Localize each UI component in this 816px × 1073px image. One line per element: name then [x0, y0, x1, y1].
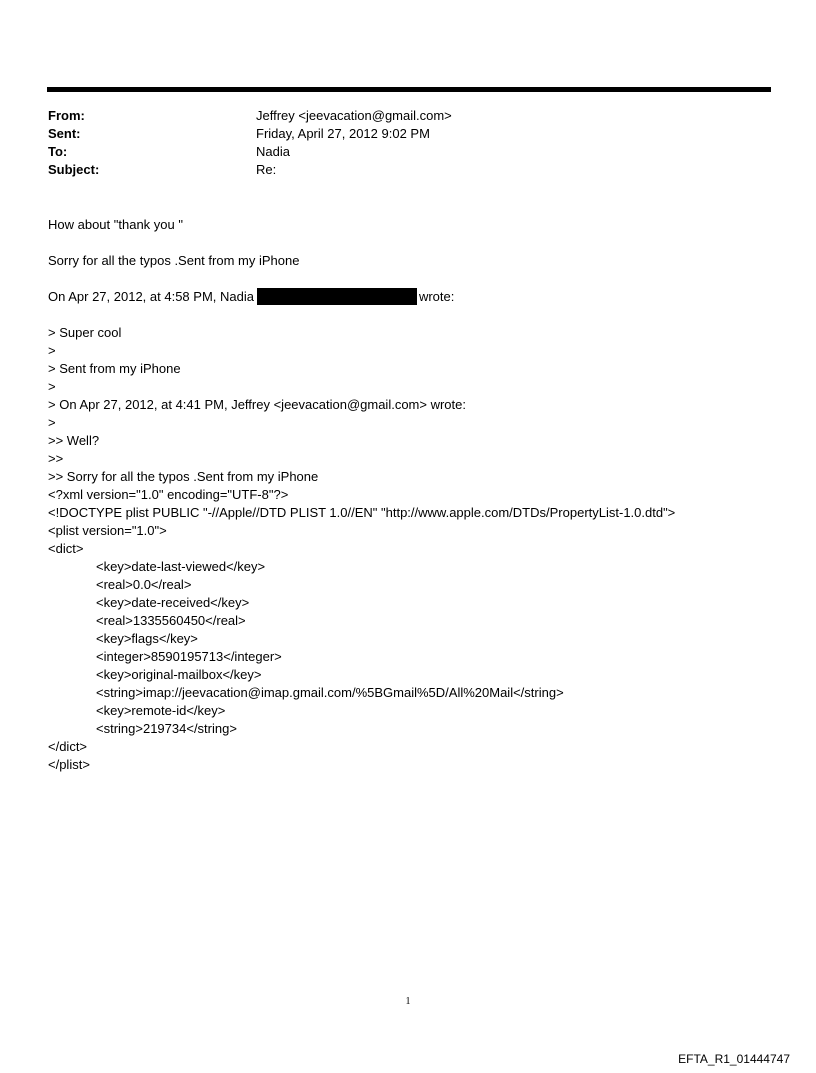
- plist-close: </plist>: [48, 757, 90, 772]
- dict-item: <real>1335560450</real>: [96, 613, 246, 628]
- body-line: How about "thank you ": [48, 217, 183, 232]
- from-value: Jeffrey <jeevacation@gmail.com>: [256, 108, 452, 123]
- dict-item: <string>imap://jeevacation@imap.gmail.com/%5BGmail%5D/All%20Mail</string>: [96, 685, 564, 700]
- subject-label: Subject:: [48, 162, 100, 177]
- dict-item: <key>remote-id</key>: [96, 703, 226, 718]
- spacer: [48, 234, 788, 252]
- quoted-line: >> Sorry for all the typos .Sent from my iPhone: [48, 469, 319, 484]
- page-number: 1: [405, 996, 411, 1007]
- dict-item: <string>219734</string>: [96, 721, 237, 736]
- redaction-box: [257, 288, 417, 305]
- dict-item: <key>date-received</key>: [96, 595, 250, 610]
- quoted-line: >>: [48, 451, 64, 466]
- quoted-line: > Super cool: [48, 325, 122, 340]
- document-id: EFTA_R1_01444747: [678, 1052, 790, 1066]
- xml-doctype: <!DOCTYPE plist PUBLIC "-//Apple//DTD PLIST 1.0//EN" "http://www.apple.com/DTDs/PropertyList-1.0.dtd">: [48, 505, 676, 520]
- quoted-line: >: [48, 343, 56, 358]
- dict-item: <key>original-mailbox</key>: [96, 667, 262, 682]
- to-label: To:: [48, 144, 68, 159]
- quoted-line: >: [48, 379, 56, 394]
- attribution-suffix: wrote:: [418, 289, 455, 304]
- to-value: Nadia: [256, 144, 290, 159]
- reply-attribution: [48, 288, 788, 306]
- spacer: [48, 306, 788, 324]
- header-rule: [47, 87, 771, 92]
- dict-item: <integer>8590195713</integer>: [96, 649, 282, 664]
- from-label: From:: [48, 108, 85, 123]
- dict-item: <real>0.0</real>: [96, 577, 192, 592]
- attribution-prefix: On Apr 27, 2012, at 4:58 PM, Nadia: [48, 289, 254, 304]
- quoted-line: >: [48, 415, 56, 430]
- quoted-line: > Sent from my iPhone: [48, 361, 181, 376]
- subject-value: Re:: [256, 162, 277, 177]
- sent-value: Friday, April 27, 2012 9:02 PM: [256, 126, 430, 141]
- dict-item: <key>flags</key>: [96, 631, 198, 646]
- sent-label: Sent:: [48, 126, 81, 141]
- spacer: [48, 270, 788, 288]
- dict-item: <key>date-last-viewed</key>: [96, 559, 266, 574]
- dict-open: <dict>: [48, 541, 84, 556]
- xml-declaration: <?xml version="1.0" encoding="UTF-8"?>: [48, 487, 289, 502]
- quoted-line: > On Apr 27, 2012, at 4:41 PM, Jeffrey <jeevacation@gmail.com> wrote:: [48, 397, 466, 412]
- dict-close: </dict>: [48, 739, 88, 754]
- plist-open: <plist version="1.0">: [48, 523, 167, 538]
- body-line: Sorry for all the typos .Sent from my iPhone: [48, 253, 300, 268]
- quoted-line: >> Well?: [48, 433, 100, 448]
- email-body: [48, 216, 788, 774]
